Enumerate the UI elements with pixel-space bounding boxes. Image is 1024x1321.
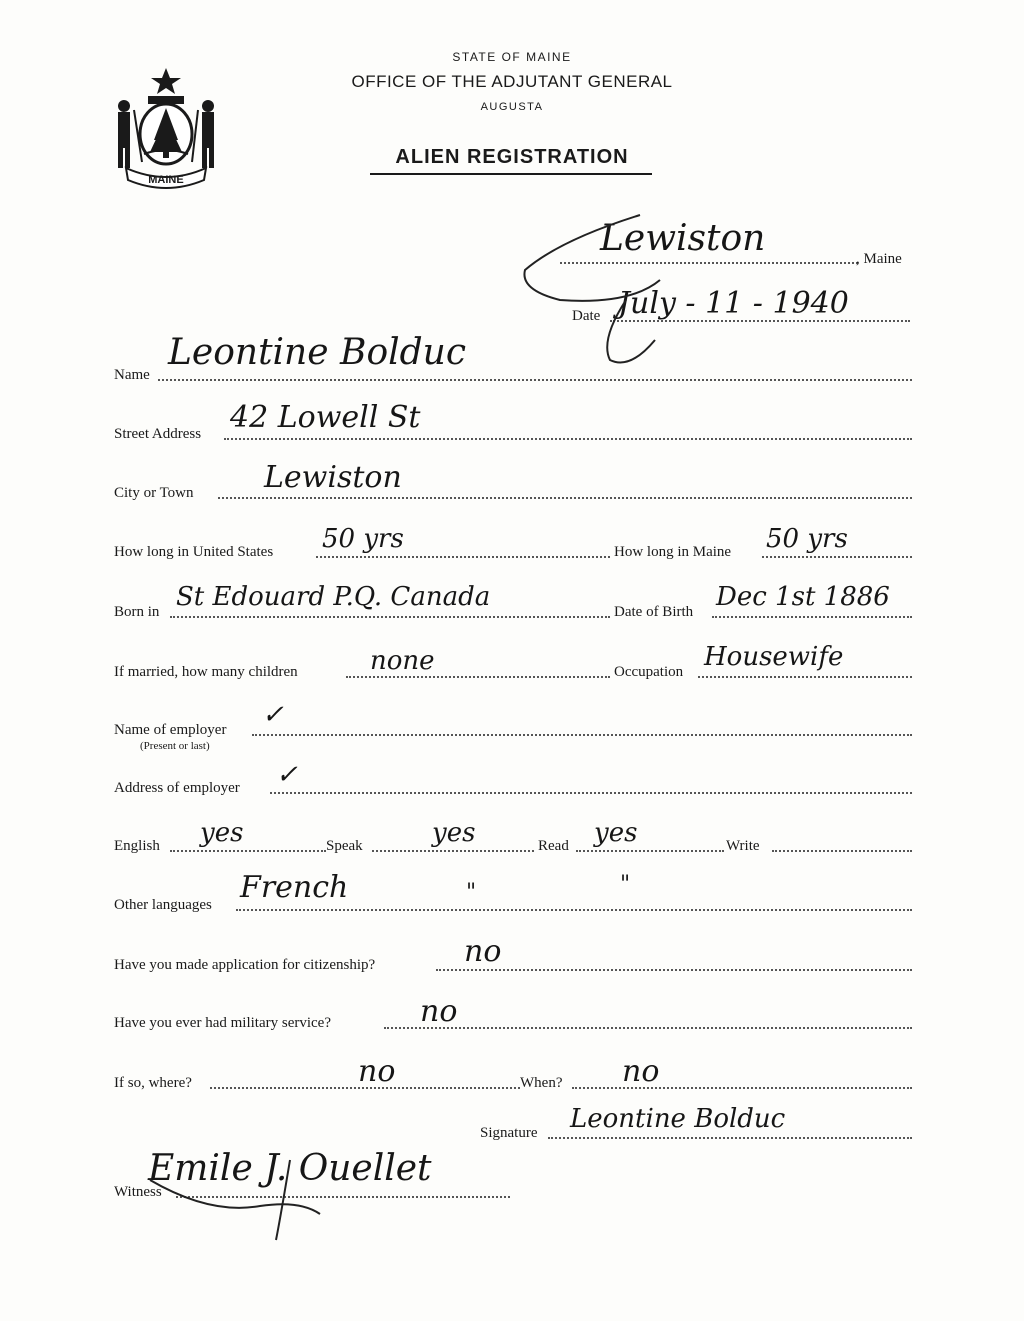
us-value: 50 yrs [322, 524, 404, 554]
occupation-line [698, 676, 912, 678]
dob-label: Date of Birth [614, 604, 694, 620]
speak-line [372, 850, 534, 852]
other-label: Other languages [114, 897, 212, 913]
children-value: none [370, 646, 435, 676]
header-city: AUGUSTA [480, 101, 544, 113]
emp-addr-value: ✓ [276, 760, 298, 790]
military-label: Have you ever had military service? [114, 1015, 331, 1031]
where-label: If so, where? [114, 1075, 192, 1091]
maine-value: 50 yrs [766, 524, 848, 554]
us-label: How long in United States [114, 544, 274, 560]
date-label: Date [572, 308, 601, 324]
where-value: no [358, 1054, 396, 1089]
signature-line [548, 1137, 912, 1139]
date-value: July - 11 - 1940 [618, 286, 849, 321]
maine-line [762, 556, 912, 558]
occupation-label: Occupation [614, 664, 684, 680]
place-line [560, 262, 858, 264]
place-value: Lewiston [600, 218, 766, 259]
signature-label: Signature [480, 1125, 538, 1141]
witness-value: Emile J. Ouellet [148, 1148, 432, 1189]
read-line [576, 850, 724, 852]
name-value: Leontine Bolduc [168, 332, 467, 373]
born-line [170, 616, 610, 618]
dob-line [712, 616, 912, 618]
name-line [158, 379, 912, 381]
speak-value: yes [432, 818, 476, 848]
citizenship-label: Have you made application for citizenship? [114, 957, 376, 973]
other-ditto-read: " [620, 872, 631, 897]
employer-sublabel: (Present or last) [140, 740, 210, 752]
military-line [384, 1027, 912, 1029]
header-state: STATE OF MAINE [452, 50, 572, 64]
read-label: Read [538, 838, 569, 854]
occupation-value: Housewife [704, 642, 844, 672]
write-label: Write [726, 838, 760, 854]
city-line [218, 497, 912, 499]
emp-addr-label: Address of employer [114, 780, 240, 796]
employer-line [252, 734, 912, 736]
citizenship-value: no [464, 934, 502, 969]
when-value: no [622, 1054, 660, 1089]
svg-text:MAINE: MAINE [148, 174, 184, 186]
street-label: Street Address [114, 426, 202, 442]
title-underline [370, 173, 652, 175]
city-value: Lewiston [264, 460, 402, 495]
write-line [772, 850, 912, 852]
us-line [316, 556, 610, 558]
when-label: When? [520, 1075, 563, 1091]
street-value: 42 Lowell St [230, 400, 421, 435]
maine-suffix: , Maine [856, 251, 902, 267]
signature-value: Leontine Bolduc [570, 1104, 786, 1134]
military-value: no [420, 994, 458, 1029]
other-ditto-speak: " [466, 880, 477, 905]
street-line [224, 438, 912, 440]
other-line [236, 909, 912, 911]
children-label: If married, how many children [114, 664, 298, 680]
speak-label: Speak [326, 838, 363, 854]
read-value: yes [594, 818, 638, 848]
emp-addr-line [270, 792, 912, 794]
born-value: St Edouard P.Q. Canada [176, 582, 491, 612]
citizenship-line [436, 969, 912, 971]
employer-value: ✓ [262, 700, 284, 730]
english-value: yes [200, 818, 244, 848]
city-label: City or Town [114, 485, 194, 501]
other-value: French [240, 870, 349, 905]
witness-label: Witness [114, 1184, 162, 1200]
employer-label: Name of employer [114, 722, 227, 738]
witness-line [176, 1196, 510, 1198]
english-label: English [114, 838, 160, 854]
children-line [346, 676, 610, 678]
born-label: Born in [114, 604, 160, 620]
maine-label: How long in Maine [614, 544, 732, 560]
name-label: Name [114, 367, 150, 383]
dob-value: Dec 1st 1886 [716, 582, 890, 612]
state-seal-icon [108, 62, 224, 190]
english-line [170, 850, 326, 852]
header-office: OFFICE OF THE ADJUTANT GENERAL [351, 72, 673, 91]
form-title: ALIEN REGISTRATION [395, 146, 629, 168]
